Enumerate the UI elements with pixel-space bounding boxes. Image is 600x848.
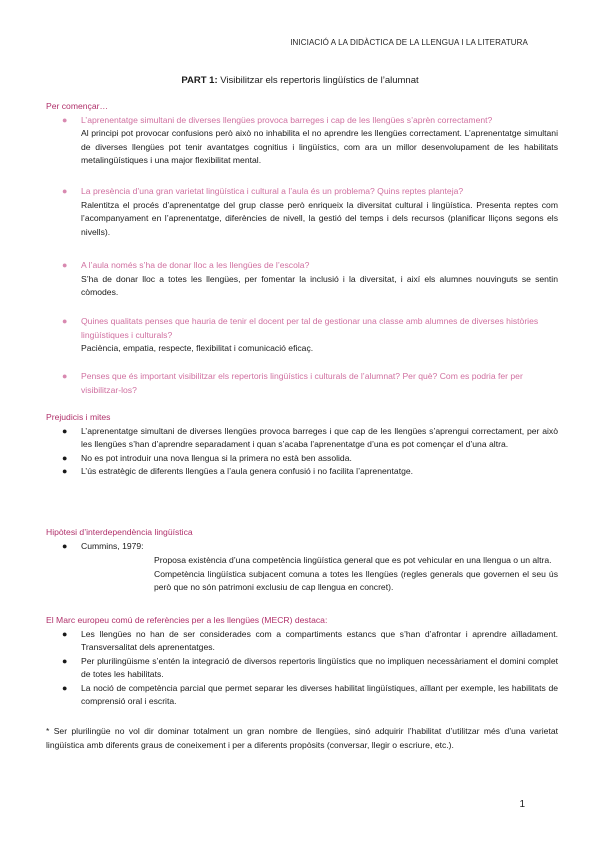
intro-question-list-5 xyxy=(46,370,558,397)
bullet-icon: ● xyxy=(62,114,68,125)
list-item xyxy=(46,425,558,452)
list-item xyxy=(46,452,558,466)
question-text: Quines qualitats penses que hauria de tenir el docent per tal de gestionar una classe amb alumnes de diverses històries lingüístiques i culturals? xyxy=(81,316,539,340)
list-item xyxy=(46,185,558,239)
bullet-icon: ● xyxy=(62,540,68,551)
bullet-icon: ● xyxy=(62,655,68,666)
answer-text: Al principi pot provocar confusions però això no inhabilita el no aprendre les llengües correctament. L’aprenentatge simultani de diverses llengües pot tenir avantatges cognitius i lingüístics, com ara un millor desenvolupament de les habilitats metalingüístiques i una major flexibilitat mental. xyxy=(81,128,558,165)
page-title xyxy=(0,75,600,86)
intro-question-list-3 xyxy=(46,259,558,300)
list-item xyxy=(46,114,558,168)
question-text: Penses que és important visibilitzar els repertoris lingüístics i culturals de l’alumnat? Per què? Com es podria fer per visibilitzar-los? xyxy=(81,371,523,395)
mecr-section xyxy=(46,614,558,709)
bullet-icon: ● xyxy=(62,682,68,693)
section-heading-intro: Per començar… xyxy=(46,101,109,111)
interdependence-section xyxy=(46,526,558,595)
intro-section-4 xyxy=(46,315,558,356)
mecr-text: La noció de competència parcial que permet separar les diverses habilitat lingüístiques, aïllant per exemple, les habilitats de comprensió oral i escrita. xyxy=(81,682,558,706)
bullet-icon: ● xyxy=(62,466,68,476)
intro-section-3 xyxy=(46,259,558,300)
answer-text: Ralentitza el procés d’aprenentatge del grup classe però enriqueix la diversitat cultural i lingüística. Presenta reptes com l’acompanyament en l’aprenentatge, diferències de nivell, la gestió del temps i dels recursos (planificar lliçons segons els nivells). xyxy=(81,199,558,237)
part-title-text: Visibilitzar els repertoris lingüístics de l’alumnat xyxy=(220,75,419,86)
interdependence-list xyxy=(46,540,558,554)
bullet-icon: ● xyxy=(62,186,68,196)
intro-section-2 xyxy=(46,185,558,239)
myth-text: No es pot introduir una nova llengua si la primera no està ben assolida. xyxy=(81,452,352,463)
description-line: Proposa existència d’una competència lingüística general que es pot vehicular en una llengua o un altra. xyxy=(154,555,552,565)
section-heading-myths: Prejudicis i mites xyxy=(46,412,111,422)
bullet-icon: ● xyxy=(62,452,68,463)
question-text: L’aprenentatge simultani de diverses llengües provoca barreges i cap de les llengües s’aprèn correctament? xyxy=(81,114,493,125)
intro-question-list xyxy=(46,114,558,168)
page-number: 1 xyxy=(519,799,525,810)
intro-question-list-2 xyxy=(46,185,558,239)
list-item xyxy=(46,655,558,682)
interdependence-description xyxy=(46,554,558,595)
answer-text: S’ha de donar lloc a totes les llengües, per fomentar la inclusió i la diversitat, i així els alumnes nouvinguts se sentin còmodes. xyxy=(81,273,558,297)
list-item xyxy=(46,370,558,397)
intro-section-5 xyxy=(46,370,558,397)
myth-text: L’ús estratègic de diferents llengües a l’aula genera confusió i no facilita l’aprenentatge. xyxy=(81,466,414,476)
bullet-icon: ● xyxy=(62,371,68,381)
section-heading-interdependence: Hipòtesi d’interdependència lingüística xyxy=(46,527,193,537)
section-heading-mecr: El Marc europeu comú de referències per a les llengües (MECR) destaca: xyxy=(46,615,328,625)
course-header: INICIACIÓ A LA DIDÀCTICA DE LA LLENGUA I LA LITERATURA xyxy=(290,38,528,47)
myths-section xyxy=(46,411,558,479)
list-item xyxy=(46,628,558,655)
answer-text: Paciència, empatia, respecte, flexibilitat i comunicació eficaç. xyxy=(81,343,314,353)
list-item xyxy=(46,315,558,356)
list-item xyxy=(46,465,558,479)
list-item xyxy=(46,259,558,300)
mecr-text: Per plurilingüisme s’entén la integració de diversos repertoris lingüístics que no impliquen necessàriament el domini complet de totes les habilitats. xyxy=(81,655,558,679)
myth-text: L’aprenentatge simultani de diverses llengües provoca barreges i que cap de les llengües s’aprengui correctament, per això les llengües s’han d’aprendre separadament i quan s’acaba l’aprenentatge d’una es pot començar el d’una altra. xyxy=(81,425,558,449)
citation-label: Cummins, 1979: xyxy=(81,540,144,551)
list-item xyxy=(46,540,558,554)
bullet-icon: ● xyxy=(62,425,68,436)
description-line: Competència lingüística subjacent comuna a totes les llengües (regles generals que governen el seu ús però que no són patrimoni exclusiu de cap llengua en concret). xyxy=(154,568,558,592)
list-item xyxy=(46,682,558,709)
bullet-icon: ● xyxy=(62,628,68,639)
myths-list xyxy=(46,425,558,479)
question-text: A l’aula només s’ha de donar lloc a les llengües de l’escola? xyxy=(81,260,310,270)
intro-question-list-4 xyxy=(46,315,558,356)
part-label: PART 1: xyxy=(181,75,218,86)
intro-section xyxy=(46,100,558,168)
bullet-icon: ● xyxy=(62,260,68,270)
mecr-list xyxy=(46,628,558,709)
footnote: * Ser plurilingüe no vol dir dominar totalment un gran nombre de llengües, sinó adquirir l’habilitat d’utilitzar més d’una varietat lingüística amb diferents graus de coneixement i per a diferents propòsits (conversar, llegir o escriure, etc.). xyxy=(46,726,558,750)
mecr-text: Les llengües no han de ser considerades com a compartiments estancs que s’han d’afrontar i aprendre aïlladament. Transversalitat dels aprenentatges. xyxy=(81,628,558,652)
question-text: La presència d’una gran varietat lingüística i cultural a l’aula és un problema? Quins reptes planteja? xyxy=(81,186,464,196)
bullet-icon: ● xyxy=(62,316,68,326)
